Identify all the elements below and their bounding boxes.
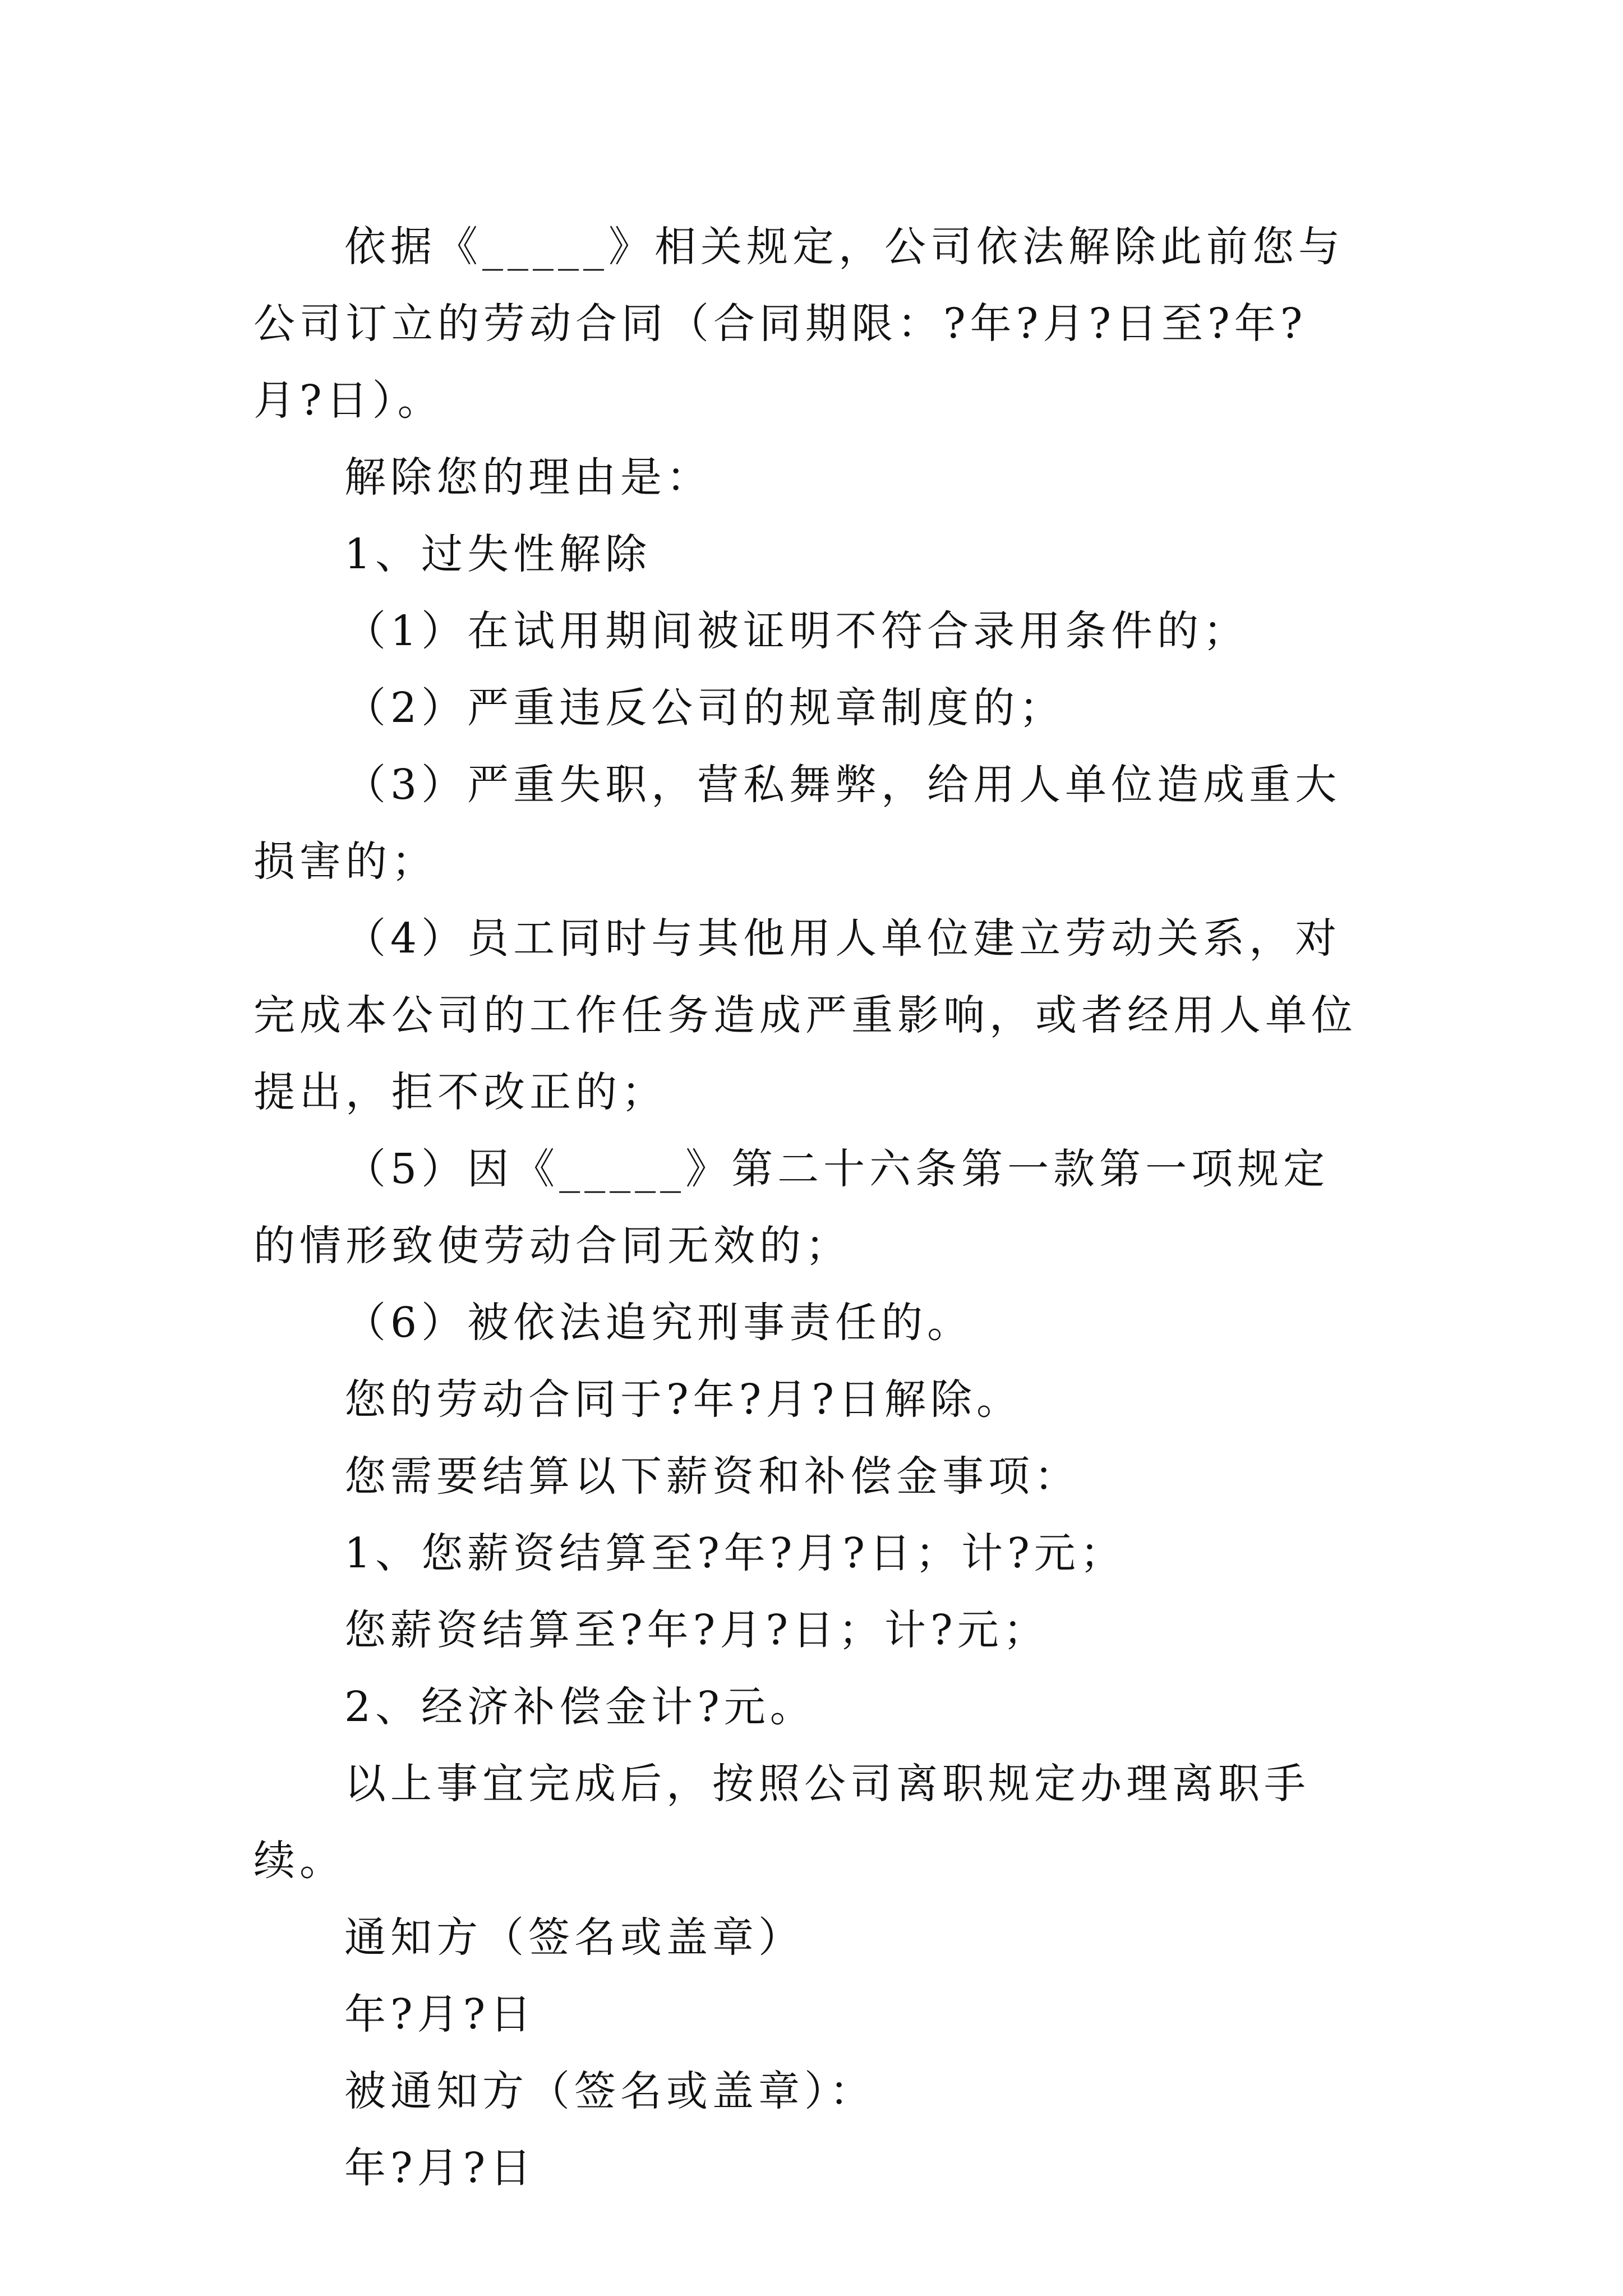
notified-party-date: 年?月?日 xyxy=(344,2144,536,2192)
paragraph-salary-settlement-2: 您薪资结算至?年?月?日；计?元； xyxy=(344,1606,1049,1654)
notified-party-signature-label: 被通知方（签名或盖章）： xyxy=(344,2067,875,2115)
paragraph-resignation-procedure: 以上事宜完成后，按照公司离职规定办理离职手续。 xyxy=(253,1760,1310,1885)
document-body xyxy=(253,209,1372,2207)
paragraph-item-1: （1）在试用期间被证明不符合录用条件的； xyxy=(344,607,1249,655)
paragraph-termination-date: 您的劳动合同于?年?月?日解除。 xyxy=(344,1375,1023,1424)
paragraph-fault-termination: 1、过失性解除 xyxy=(344,530,652,578)
paragraph-item-6: （6）被依法追究刑事责任的。 xyxy=(344,1299,974,1347)
paragraph-compensation: 2、经济补偿金计?元。 xyxy=(344,1683,816,1731)
paragraph-settlement-heading: 您需要结算以下薪资和补偿金事项： xyxy=(344,1452,1080,1501)
paragraph-reason-heading: 解除您的理由是： xyxy=(344,453,712,501)
paragraph-salary-settlement-1: 1、您薪资结算至?年?月?日；计?元； xyxy=(344,1529,1126,1577)
notifier-date: 年?月?日 xyxy=(344,1990,536,2039)
paragraph-item-2: （2）严重违反公司的规章制度的； xyxy=(344,684,1066,732)
paragraph-item-5: （5）因《_____》第二十六条第一款第一项规定的情形致使劳动合同无效的； xyxy=(253,1145,1330,1270)
paragraph-item-3: （3）严重失职，营私舞弊，给用人单位造成重大损害的； xyxy=(253,761,1341,886)
notifier-signature-label: 通知方（签名或盖章） xyxy=(344,1913,804,1962)
paragraph-termination-basis: 依据《_____》相关规定，公司依法解除此前您与公司订立的劳动合同（合同期限：?年?月?日至?年?月?日）。 xyxy=(253,223,1344,425)
paragraph-item-4: （4）员工同时与其他用人单位建立劳动关系，对完成本公司的工作任务造成严重影响，或者经用人单位提出，拒不改正的； xyxy=(253,914,1357,1116)
